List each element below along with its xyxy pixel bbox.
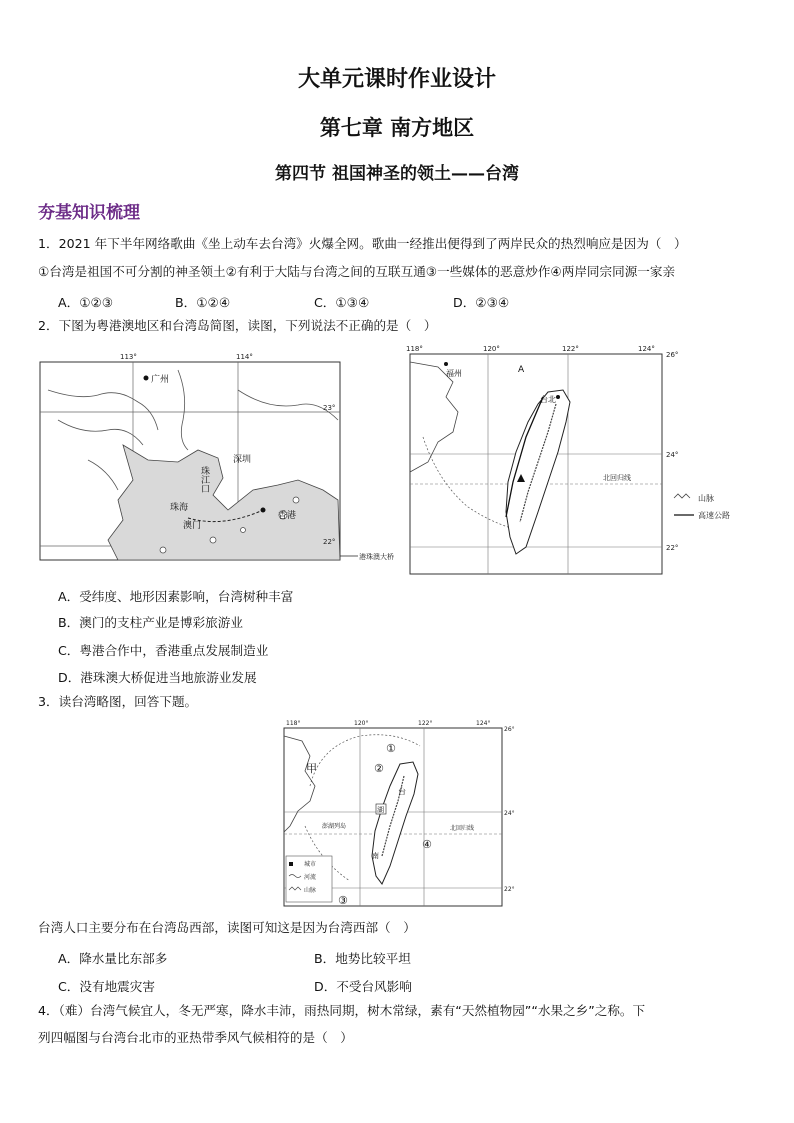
gba-guangzhou: 广州 — [151, 375, 170, 385]
chapter-title: 第七章 南方地区 — [319, 116, 475, 140]
tw2-tropic-label: 北回归线 — [450, 825, 475, 832]
q4-stem: 4．（难）台湾气候宜人，冬无严寒，降水丰沛，雨热同期，树木常绿，素有“天然植物园”“水果之乡”之称。下 — [38, 1003, 646, 1018]
gba-lon-114: 114° — [236, 353, 253, 361]
tw1-taipei: 台北 — [540, 395, 556, 404]
tw2-label-1: ① — [386, 742, 396, 755]
gba-lat-22: 22° — [323, 538, 336, 546]
tw2-lon-120: 120° — [354, 720, 369, 727]
tw2-lat-22: 22° — [504, 886, 515, 893]
q1-stem: 1．2021 年下半年网络歌曲《坐上动车去台湾》火爆全网。歌曲一经推出便得到了两岸民众的热烈响应是因为（ ） — [38, 236, 687, 251]
tw2-lon-118: 118° — [286, 720, 301, 727]
tw1-legend-highway: 高速公路 — [698, 511, 730, 520]
tw1-lon-120: 120° — [483, 345, 500, 353]
section-label: 夯基知识梳理 — [38, 203, 140, 223]
q2-option-c[interactable]: C．粤港合作中，香港重点发展制造业 — [58, 643, 269, 658]
section-title: 第四节 祖国神圣的领土——台湾 — [275, 164, 519, 184]
q1-option-b[interactable]: B．①②④ — [175, 295, 231, 310]
doc-title: 大单元课时作业设计 — [297, 67, 496, 92]
gba-macao: 澳门 — [183, 521, 202, 531]
tw2-label-jia: 甲 — [306, 762, 317, 775]
tw2-label-hu: 湖 — [377, 806, 384, 814]
gba-pearl-estuary: 珠江口 — [199, 466, 209, 493]
gba-lat-23: 23° — [323, 404, 336, 412]
tw1-lat-22: 22° — [666, 544, 679, 552]
taiwan-map-2 — [280, 716, 520, 910]
q3-stem: 3．读台湾略图，回答下题。 — [38, 694, 198, 709]
gba-bridge-label: 港珠澳大桥 — [359, 553, 394, 561]
q3-option-c[interactable]: C．没有地震灾害 — [58, 979, 155, 994]
gba-map — [38, 350, 398, 578]
tw2-label-2: ② — [374, 762, 384, 775]
tw2-legend-city: 城市 — [304, 861, 317, 868]
tw2-lon-124: 124° — [476, 720, 491, 727]
q1-option-c[interactable]: C．①③④ — [314, 295, 370, 310]
tw1-lon-124: 124° — [638, 345, 655, 353]
tw1-lat-24: 24° — [666, 451, 679, 459]
tw2-label-4: ④ — [422, 838, 432, 851]
gba-hongkong: 香港 — [278, 511, 297, 521]
q2-option-a[interactable]: A．受纬度、地形因素影响，台湾树种丰富 — [58, 589, 294, 604]
tw1-tropic-label: 北回归线 — [603, 474, 631, 482]
tw1-fuzhou: 福州 — [446, 369, 462, 378]
q2-option-d[interactable]: D．港珠澳大桥促进当地旅游业发展 — [58, 670, 257, 685]
q3-option-b[interactable]: B．地势比较平坦 — [314, 951, 411, 966]
q2-option-b[interactable]: B．澳门的支柱产业是博彩旅游业 — [58, 615, 243, 630]
taiwan-map-1 — [398, 342, 768, 578]
q4-stem2: 列四幅图与台湾台北市的亚热带季风气候相符的是（ ） — [38, 1030, 353, 1045]
tw1-lon-122: 122° — [562, 345, 579, 353]
tw1-lat-26: 26° — [666, 351, 679, 359]
gba-lon-113: 113° — [120, 353, 137, 361]
tw2-legend-river: 河流 — [304, 874, 317, 881]
q1-stem2: ①台湾是祖国不可分割的神圣领土②有利于大陆与台湾之间的互联互通③一些媒体的恶意炒作④两岸同宗同源一家亲 — [38, 264, 676, 279]
tw2-penghu: 澎湖列岛 — [322, 823, 347, 830]
tw2-label-nan: 南 — [372, 852, 379, 860]
q1-option-a[interactable]: A．①②③ — [58, 295, 114, 310]
q3-option-a[interactable]: A．降水量比东部多 — [58, 951, 168, 966]
tw2-lat-24: 24° — [504, 810, 515, 817]
tw1-lon-118: 118° — [406, 345, 423, 353]
tw2-label-tai: 台 — [398, 787, 406, 796]
gba-zhuhai: 珠海 — [170, 503, 189, 513]
q3-option-d[interactable]: D．不受台风影响 — [314, 979, 412, 994]
tw2-lat-26: 26° — [504, 726, 515, 733]
tw1-label-a: A — [518, 365, 525, 375]
tw2-legend-mountain: 山脉 — [304, 887, 317, 894]
q1-option-d[interactable]: D．②③④ — [453, 295, 510, 310]
q3-sub: 台湾人口主要分布在台湾岛西部，读图可知这是因为台湾西部（ ） — [38, 920, 416, 935]
tw2-label-3: ③ — [338, 894, 348, 907]
q2-stem: 2．下图为粤港澳地区和台湾岛简图，读图，下列说法不正确的是（ ） — [38, 318, 437, 333]
tw1-legend-mountain: 山脉 — [698, 494, 714, 503]
tw2-lon-122: 122° — [418, 720, 433, 727]
gba-shenzhen: 深圳 — [233, 455, 252, 465]
